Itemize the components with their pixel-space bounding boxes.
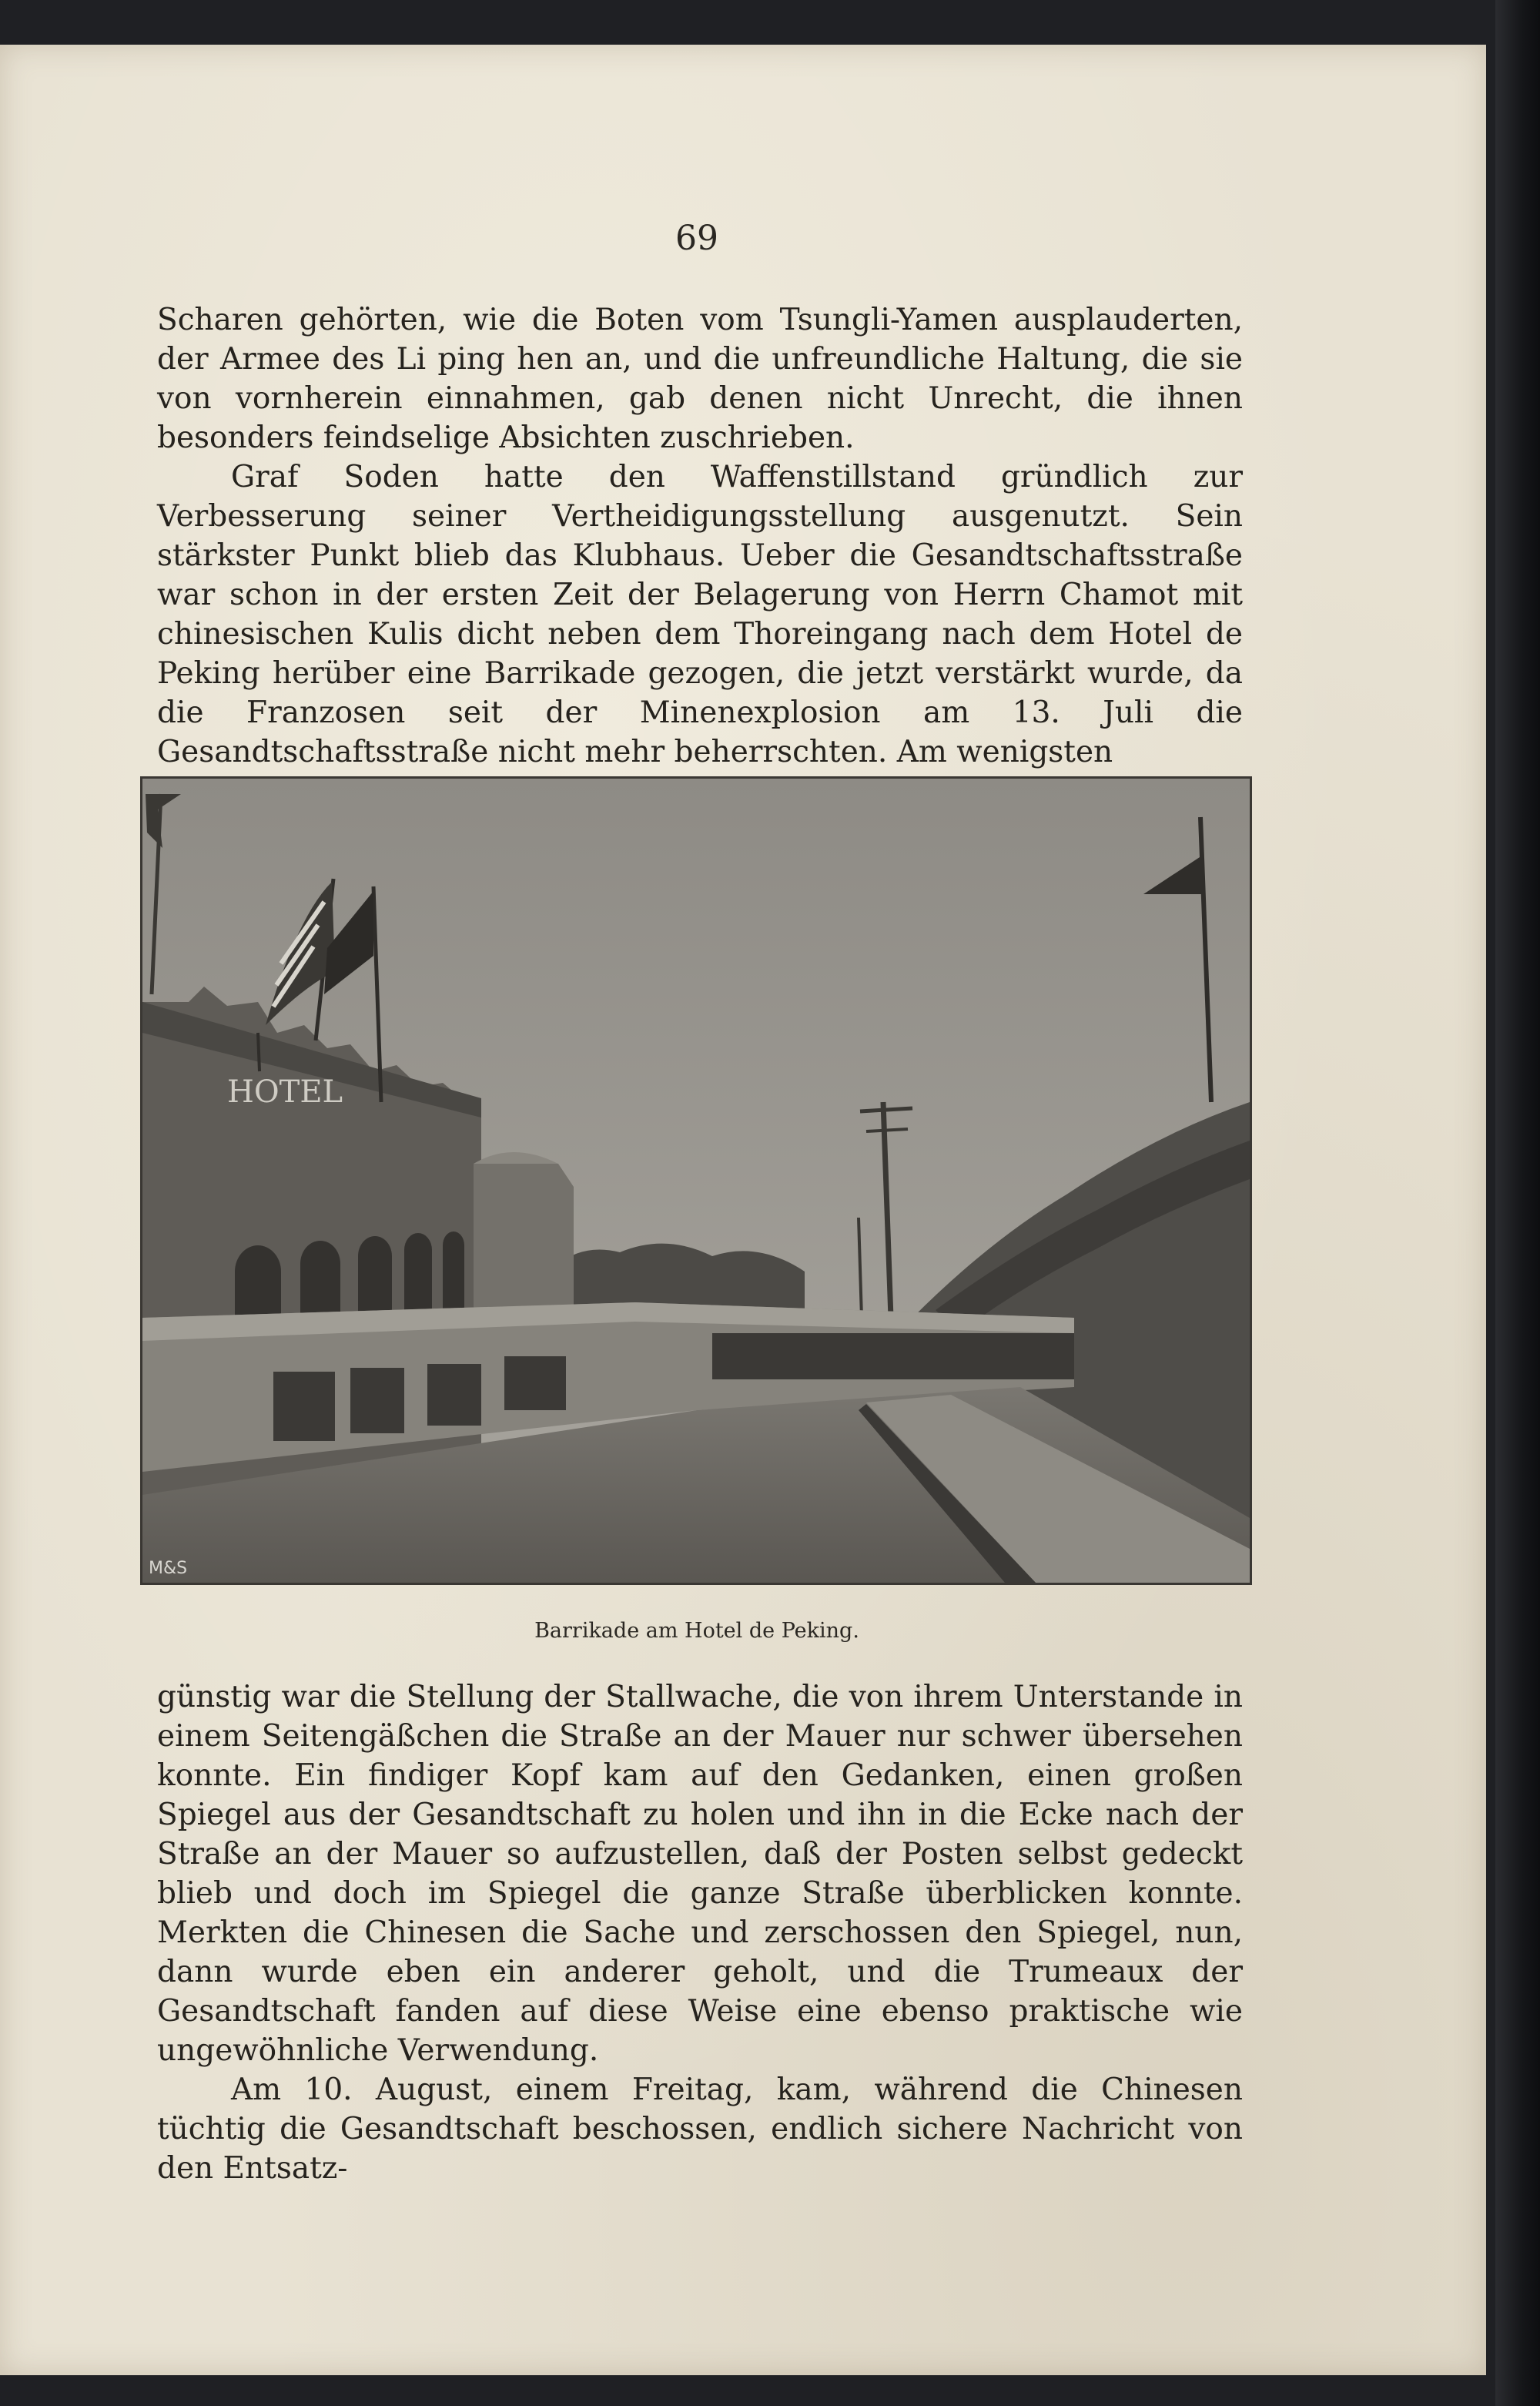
building-sign: HOTEL <box>227 1074 343 1110</box>
photograph-barricade <box>140 776 1252 1585</box>
paragraph: Am 10. August, einem Freitag, kam, während die Chinesen tüchtig die Gesandtschaft beschossen, endlich sichere Nachricht von den Entsatz- <box>157 2073 1243 2186</box>
text-block-top <box>157 300 1243 772</box>
paragraph: Scharen gehörten, wie die Boten vom Tsungli-Yamen ausplauderten, der Armee des Li ping hen an, und die unfreundliche Haltung, die sie von vornherein einnahmen, gab denen nicht Unrecht, die ihnen besonders feindselige Absichten zuschrieben. <box>157 303 1243 455</box>
page-number: 69 <box>675 219 718 258</box>
book-spine <box>1495 0 1540 2406</box>
figure-caption: Barrikade am Hotel de Peking. <box>534 1619 859 1643</box>
photo-watermark: M&S <box>149 1559 188 1578</box>
paragraph: Graf Soden hatte den Waffenstillstand gründlich zur Verbesserung seiner Vertheidigungsstellung ausgenutzt. Sein stärkster Punkt blieb das Klubhaus. Ueber die Gesandtschaftsstraße war schon in der ersten Zeit der Belagerung von Herrn Chamot mit chinesischen Kulis dicht neben dem Thoreingang nach dem Hotel de Peking herüber eine Barrikade gezogen, die jetzt verstärkt wurde, da die Franzosen seit der Minenexplosion am 13. Juli die Gesandtschaftsstraße nicht mehr beherrschten. Am wenigsten <box>157 460 1243 769</box>
paragraph: günstig war die Stellung der Stallwache, die von ihrem Unterstande in einem Seitengäßchen die Straße an der Mauer nur schwer übersehen konnte. Ein findiger Kopf kam auf den Gedanken, einen großen Spiegel aus der Gesandtschaft zu holen und ihn in die Ecke nach der Straße an der Mauer so aufzustellen, daß der Posten selbst gedeckt blieb und doch im Spiegel die ganze Straße überblicken konnte. Merkten die Chinesen die Sache und zerschossen den Spiegel, nun, dann wurde eben ein anderer geholt, und die Trumeaux der Gesandtschaft fanden auf diese Weise eine ebenso praktische wie ungewöhnliche Verwendung. <box>157 1680 1243 2068</box>
photo-illustration <box>142 779 1250 1583</box>
text-block-bottom <box>157 1677 1243 2188</box>
